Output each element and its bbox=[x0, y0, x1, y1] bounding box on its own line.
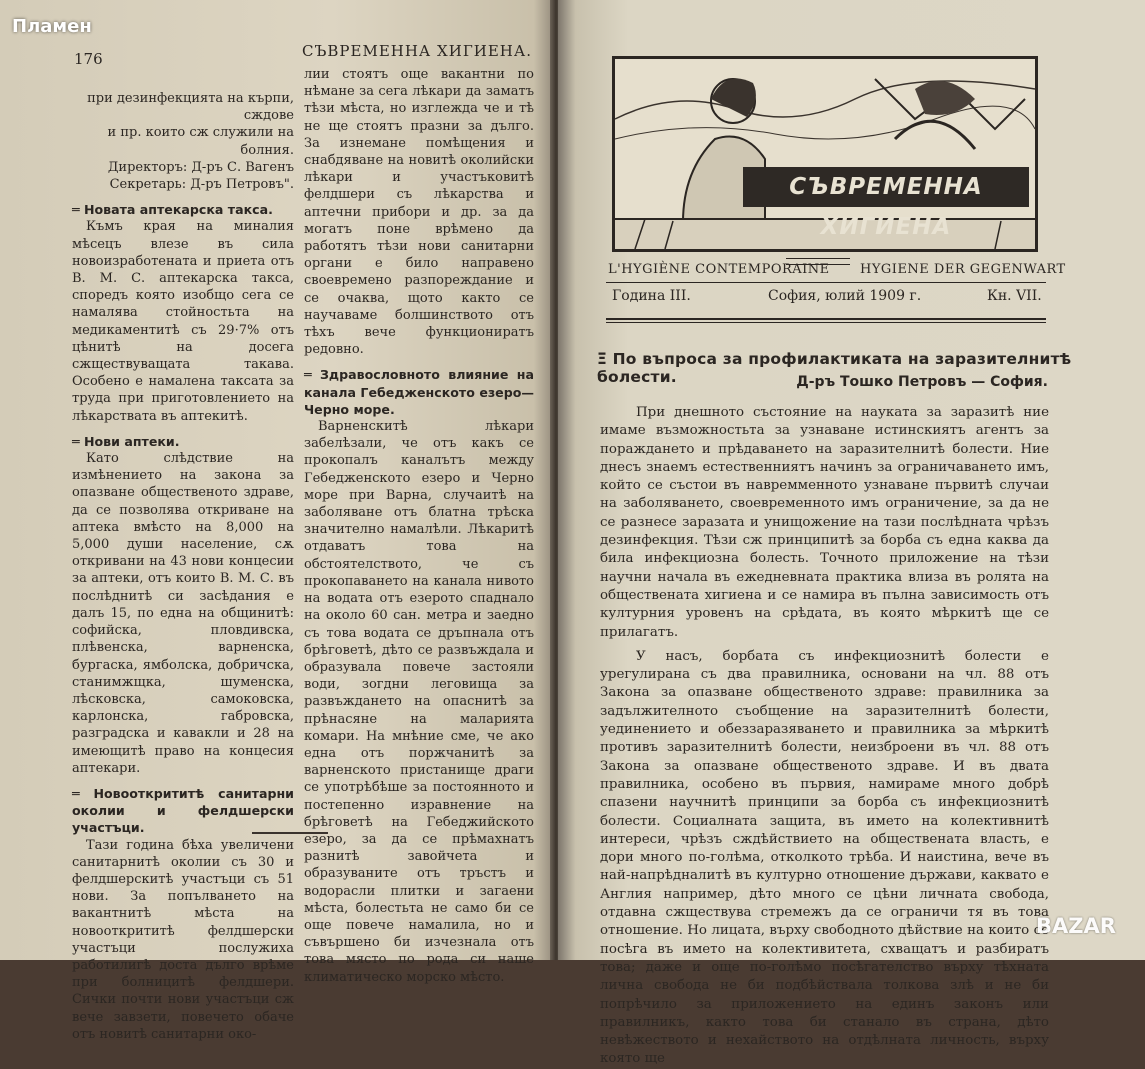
left-page bbox=[0, 0, 556, 1042]
subtitle-french: L'HYGIÈNE CONTEMPORAINE bbox=[608, 262, 830, 277]
subtitle-divider bbox=[786, 258, 850, 259]
masthead-illustration bbox=[612, 56, 1038, 252]
issue-place-date: София, юлий 1909 г. bbox=[768, 288, 922, 304]
meta-rule-top bbox=[606, 282, 1046, 283]
left-column-2 bbox=[304, 66, 534, 986]
section-heading-sanitary-districts: ═ Новооткрититѣ санитарни околии и фелдшерски участъци. bbox=[72, 785, 294, 836]
article-author: Д-ръ Тошко Петровъ — София. bbox=[796, 374, 1048, 390]
meta-rule-bottom-2 bbox=[606, 322, 1046, 323]
section-heading-canal: ═ Здравословното влияние на канала Гебедженското езеро—Черно море. bbox=[304, 367, 534, 417]
signature-director: Директоръ: Д-ръ С. Вагенъ bbox=[107, 159, 294, 175]
left-column-1 bbox=[72, 66, 294, 1043]
article-title: Ξ По въпроса за профилактиката на заразителнитѣ болести. bbox=[597, 350, 1072, 386]
section-text-pharmacy-tax: Къмъ края на миналия мѣсецъ влезе въ сила новоизработената и приета отъ В. М. С. аптекарска такса, споредъ която изобщо сега се намалява стойностьта на медикаментитѣ съ 29·7% отъ цѣнитѣ на досега сжществуващата такава. Особено е намалена таксата за труда при приготовлението на лѣкарствата въ аптекитѣ. bbox=[72, 219, 294, 424]
continued-text: лии стоятъ още вакантни по нѣмане за сега лѣкари да заматъ тѣзи мѣста, но изглежда че и тѣ не ще стоятъ празни за дълго. За изнемане помѣщения и снабдяване на новитѣ околийски лѣкари и участъковитѣ фелдшери съ лѣкарства и аптечни прибори и др. за да могатъ поне врѣмено да работятъ тѣзи нови санитарни органи е било направено своевремено разпореждание и се очаква, щото както се научаваме болшинството отъ тѣхъ вече функциониратъ редовно. bbox=[304, 67, 534, 358]
section-heading-new-pharmacies: ═ Нови аптеки. bbox=[72, 433, 180, 449]
section-end-rule bbox=[252, 832, 328, 834]
intro-line-2: и пр. които сж служили на болния. bbox=[107, 125, 294, 158]
signature-secretary: Секретарь: Д-ръ Петровъ". bbox=[109, 177, 294, 193]
issue-year: Година III. bbox=[612, 288, 691, 304]
section-text-new-pharmacies: Като слѣдствие на измѣнението на закона за опазване общественото здраве, да се позволява откриване на аптека вмѣсто на 8,000 на 5,000 души население, сѫ откривани на 43 нови концесии за аптеки, отъ които В. М. С. въ послѣднитѣ си засѣдания е далъ 15, по една на общинитѣ: софийска, пловдивска, плѣвенска, варненска, бургаска, ямболска, добричска, станимжщка, шуменска, лѣсковска, самоковска, карлонска, габровска, разградска и кавакли и 28 на имеющитѣ право на концесия аптекари. bbox=[72, 451, 294, 776]
watermark-site-logo: BAZAR bbox=[1036, 914, 1116, 938]
article-paragraph: При днешното състояние на науката за заразитѣ ние имаме възможностьта за узнаване истинскиятъ агентъ за пораждането и прѣдаването на заразителнитѣ болести. Ние днесъ знаемъ естественниятъ начинъ за ограничаването имъ, който се състои въ навремменното узнаване първитѣ случаи на заболяването, своевременното имъ ограничение, за да не се разнесе заразата и унищожение на тази послѣдната чрѣзъ дезинфекция. Тѣзи сж принципитѣ за борба съ една каква да била инфекциозна болесть. Точното приложение на тѣзи научни начала въ ежедневната практика влиза въ ролята на обществената хигиена и се намира въ пълна зависимость отъ културния уровенъ на срѣдата, въ която мѣркитѣ ще се прилагатъ. bbox=[600, 405, 1049, 640]
section-text-canal: Варненскитѣ лѣкари забелѣзали, че отъ какъ се прокопалъ каналътъ между Гебедженското езеро и Черно море при Варна, случаитѣ на заболяване отъ блатна трѣска значително намалѣли. Лѣкаритѣ отдаватъ това на обстоятелството, че съ прокопаването на канала нивото на водата отъ езерото спаднало на около 60 сан. метра и заедно съ това водата се дръпнала отъ брѣговетѣ, дѣто се развъждала и образувала повече застояли води, зогдни леговища за развъждането на опаснитѣ за прѣнасяне на маларията комари. На мнѣние сме, че ако една отъ поржчанитѣ за варненското пристанище драги се употрѣбѣше за постоянното и постепенно изравнение на брѣговетѣ на Гебеджийското езеро, за да се прѣмахнатъ разнитѣ завойчета и образуваните отъ тръстъ и водорасли плитки и загаени мѣста, болестьта не само би се още повече намалила, но и съвършено би изчезнала отъ това място по рода си наше климатическо морско мѣсто. bbox=[304, 419, 534, 985]
meta-rule-bottom bbox=[606, 318, 1046, 320]
watermark-seller-name: Пламен bbox=[12, 16, 92, 37]
article-body bbox=[600, 404, 1049, 1069]
issue-book: Кн. VII. bbox=[987, 288, 1042, 304]
running-title: СЪВРЕМЕННА ХИГИЕНА. bbox=[302, 42, 532, 60]
subtitle-german: HYGIENE DER GEGENWART bbox=[860, 262, 1066, 277]
masthead-title: СЪВРЕМЕННА ХИГИЕНА bbox=[743, 167, 1029, 207]
subtitle-divider-2 bbox=[786, 264, 850, 265]
intro-line-1: при дезинфекцията на кърпи, сждове bbox=[87, 91, 294, 124]
page-number: 176 bbox=[74, 50, 103, 68]
section-heading-pharmacy-tax: ═ Новата аптекарска такса. bbox=[72, 202, 273, 218]
section-text-sanitary-districts: Тази година бѣха увеличени санитарнитѣ околии съ 30 и фелдшерскитѣ участъци съ 51 нови. За попълването на вакантнитѣ мѣста на новооткрититѣ фелдшерски участъци послужиха работилигѣ доста дълго врѣме при болницитѣ фелдшери. Сички почти нови участъци сж вече завзети, повечето обаче отъ новитѣ санитарни око- bbox=[72, 837, 294, 1042]
article-paragraph: У насъ, борбата съ инфекциознитѣ болести е урегулирана съ два правилника, основани на чл. 88 отъ Закона за опазване общественото здраве: правилника за задължителното съобщение на заразителнитѣ болести, уединението и обеззаразяването и правилника за мѣркитѣ противъ заразителнитѣ болести, неизброени въ чл. 88 отъ Закона за опазване общественото здраве. И въ двата правилника, особено въ първия, намираме много добрѣ спазени научнитѣ принципи за борба съ инфекциознитѣ болести. Социалната защита, въ името на колективнитѣ интереси, чрѣзъ сждѣйствието на обществената власть, е дори много по-голѣма, отколкото трѣба. И наистина, вече въ най-напрѣдналитѣ въ културно отношение държави, каквато е Англия например, дѣто много се цѣни личната свобода, отдавна сжществува стремежъ да се ограничи тя въ това отношение. Но лицата, върху свободното дѣйствие на които се посѣга въ името на колективитета, схващатъ и разбиратъ това; даже и още по-голѣмо посѣгателство върху тѣхната лична свобода не би подбѣйствала толкова злѣ и не би попрѣчило за приложението на единъ законъ или правилникъ, както това би станало въ страна, дѣто невѣжеството и нехайството на отдѣлната личность, върху която ще bbox=[600, 648, 1049, 1067]
